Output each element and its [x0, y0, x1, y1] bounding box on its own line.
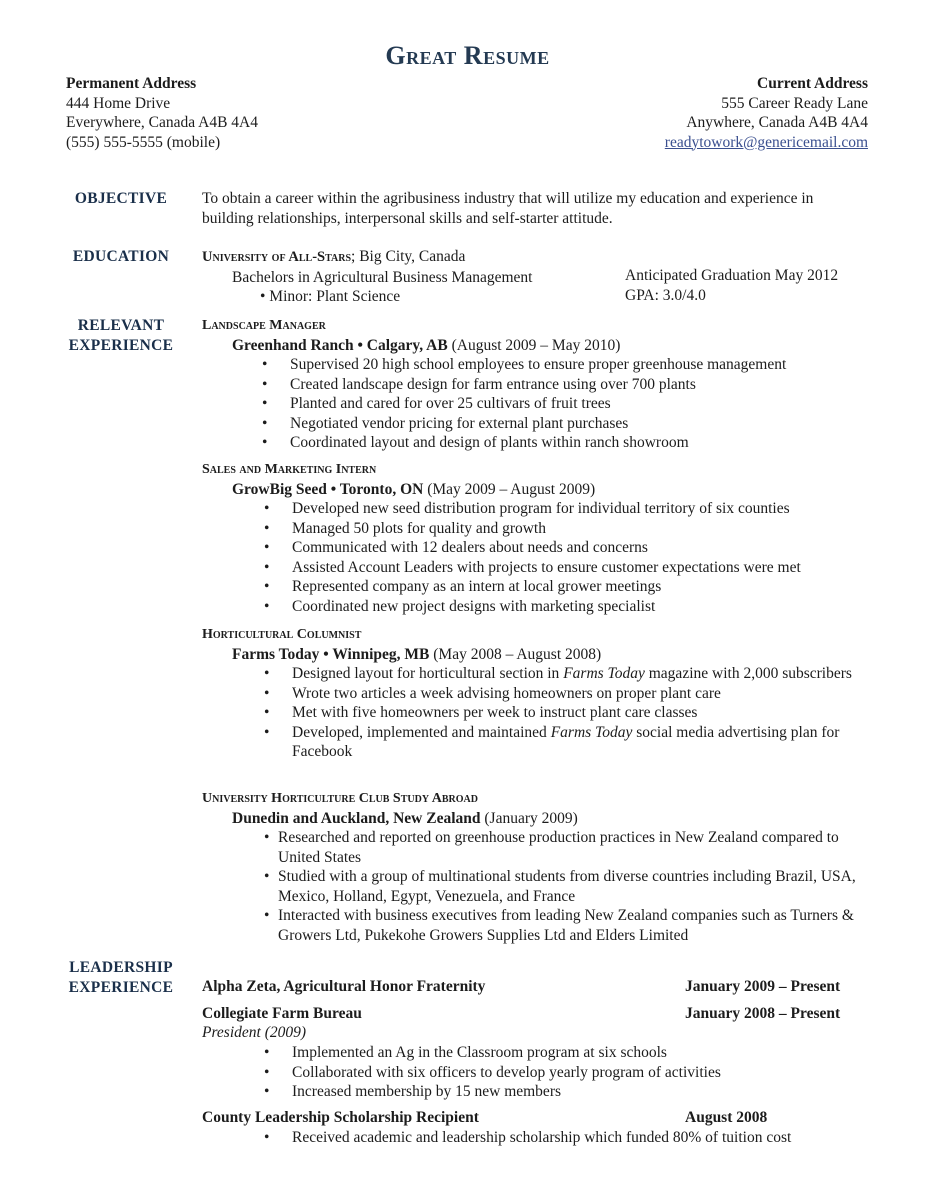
job-landscape-manager — [202, 316, 892, 453]
job-bullets — [202, 499, 892, 616]
list-item: • Planted and cared for over 25 cultivars of fruit trees — [290, 394, 892, 414]
current-address-heading: Current Address — [757, 75, 868, 92]
list-item — [292, 723, 852, 762]
list-item: • Communicated with 12 dealers about needs and concerns — [292, 538, 892, 558]
permanent-address-line2: Everywhere, Canada A4B 4A4 — [66, 114, 258, 131]
job-sales-marketing-intern — [202, 460, 892, 616]
list-item: • Wrote two articles a week advising homeowners on proper plant care — [292, 684, 852, 704]
job-dates: (May 2008 – August 2008) — [429, 645, 602, 663]
list-item: • Interacted with business executives from leading New Zealand companies such as Turners & Growers Ltd, Pukekohe Growers Supplies Ltd and Elders Limited — [278, 906, 878, 945]
job-employer: Greenhand Ranch • Calgary, AB — [232, 336, 448, 354]
relevant-experience-heading — [56, 316, 186, 355]
graduation-date: Anticipated Graduation May 2012 — [625, 267, 839, 284]
list-item: • Studied with a group of multinational students from diverse countries including Brazil, USA, Mexico, Holland, Egypt, Venezuela, and France — [278, 867, 878, 906]
bullet-text: Developed, implemented and maintained — [292, 723, 551, 741]
list-item: • Supervised 20 high school employees to ensure proper greenhouse management — [290, 355, 892, 375]
minor: • Minor: Plant Science — [260, 288, 401, 305]
school-location: ; Big City, Canada — [351, 248, 466, 265]
permanent-address-phone: (555) 555-5555 (mobile) — [66, 133, 221, 151]
leadership-entry-dates: January 2008 – Present — [685, 1005, 841, 1022]
education-heading: EDUCATION — [72, 248, 170, 265]
current-address-line2: Anywhere, Canada A4B 4A4 — [686, 114, 868, 131]
bullet-text: magazine with 2,000 subscribers — [644, 665, 852, 682]
job-employer: Farms Today • Winnipeg, MB — [232, 645, 430, 663]
leadership-entry-name: County Leadership Scholarship Recipient — [202, 1109, 479, 1126]
job-horticultural-columnist — [202, 625, 892, 762]
job-title: Landscape Manager — [202, 318, 326, 333]
publication-name: Farms Today — [550, 723, 633, 741]
resume-title: Great Resume — [385, 41, 550, 70]
permanent-address — [66, 74, 386, 152]
job-title: Sales and Marketing Intern — [202, 462, 377, 477]
bullet-text: Designed layout for horticultural section in — [292, 665, 564, 682]
list-item: • Received academic and leadership scholarship which funded 80% of tuition cost — [292, 1128, 892, 1148]
list-item: • Collaborated with six officers to develop yearly program of activities — [292, 1063, 892, 1083]
list-item: • Coordinated layout and design of plants within ranch showroom — [290, 433, 892, 453]
job-employer: GrowBig Seed • Toronto, ON — [232, 480, 424, 498]
objective-line2: building relationships, interpersonal skills and self-starter attitude. — [202, 209, 613, 227]
list-item: • Developed new seed distribution program for individual territory of six counties — [292, 499, 892, 519]
education-block — [202, 247, 622, 307]
list-item: • Met with five homeowners per week to instruct plant care classes — [292, 703, 852, 723]
list-item: • Assisted Account Leaders with projects to ensure customer expectations were met — [292, 558, 892, 578]
list-item: • Researched and reported on greenhouse production practices in New Zealand compared to United States — [278, 828, 878, 867]
current-address-line1: 555 Career Ready Lane — [721, 94, 868, 112]
leadership-entry-name: Collegiate Farm Bureau — [202, 1005, 362, 1022]
objective-line1: To obtain a career within the agribusiness industry that will utilize my education and experience in — [202, 190, 814, 207]
objective-text — [202, 189, 892, 228]
job-bullets — [202, 664, 852, 762]
leadership-heading-line2: EXPERIENCE — [68, 978, 174, 996]
list-item: • Created landscape design for farm entrance using over 700 plants — [290, 375, 892, 395]
current-address — [520, 74, 868, 152]
list-item: • Managed 50 plots for quality and growth — [292, 519, 892, 539]
bullet-text: social media advertising plan for Facebook — [292, 723, 840, 760]
job-bullets — [202, 828, 878, 945]
leadership-heading-line1: LEADERSHIP — [69, 959, 173, 976]
list-item: • Negotiated vendor pricing for external plant purchases — [290, 414, 892, 434]
list-item — [292, 664, 852, 684]
leadership-bullets — [292, 1128, 892, 1148]
job-title: University Horticulture Club Study Abroad — [202, 791, 479, 806]
gpa: GPA: 3.0/4.0 — [625, 286, 706, 304]
school-name: University of All-Stars — [202, 249, 352, 265]
publication-name: Farms Today — [563, 665, 645, 682]
job-employer: Dunedin and Auckland, New Zealand — [232, 809, 481, 827]
job-study-abroad — [202, 789, 892, 945]
permanent-address-line1: 444 Home Drive — [66, 94, 171, 112]
job-bullets — [202, 355, 892, 453]
education-details — [625, 266, 885, 305]
leadership-entry-name: Alpha Zeta, Agricultural Honor Fraternity — [202, 978, 486, 995]
leadership-bullets — [292, 1043, 892, 1102]
list-item: • Increased membership by 15 new members — [292, 1082, 892, 1102]
relevant-heading-line2: EXPERIENCE — [68, 336, 174, 354]
relevant-heading-line1: RELEVANT — [77, 317, 165, 334]
list-item: • Coordinated new project designs with marketing specialist — [292, 597, 892, 617]
leadership-experience-heading — [56, 958, 186, 997]
job-dates: (January 2009) — [480, 809, 578, 827]
list-item: • Implemented an Ag in the Classroom program at six schools — [292, 1043, 892, 1063]
email-link[interactable]: readytowork@genericemail.com — [664, 133, 868, 151]
job-dates: (August 2009 – May 2010) — [447, 336, 621, 354]
degree: Bachelors in Agricultural Business Management — [232, 268, 533, 286]
list-item: • Represented company as an intern at local grower meetings — [292, 577, 892, 597]
leadership-entry-dates: August 2008 — [685, 1109, 768, 1126]
objective-heading: OBJECTIVE — [74, 190, 168, 207]
job-dates: (May 2009 – August 2009) — [423, 480, 596, 498]
leadership-role: President (2009) — [202, 1024, 307, 1041]
job-title: Horticultural Columnist — [202, 627, 362, 642]
permanent-address-heading: Permanent Address — [66, 75, 197, 92]
leadership-entry-dates: January 2009 – Present — [685, 978, 841, 995]
